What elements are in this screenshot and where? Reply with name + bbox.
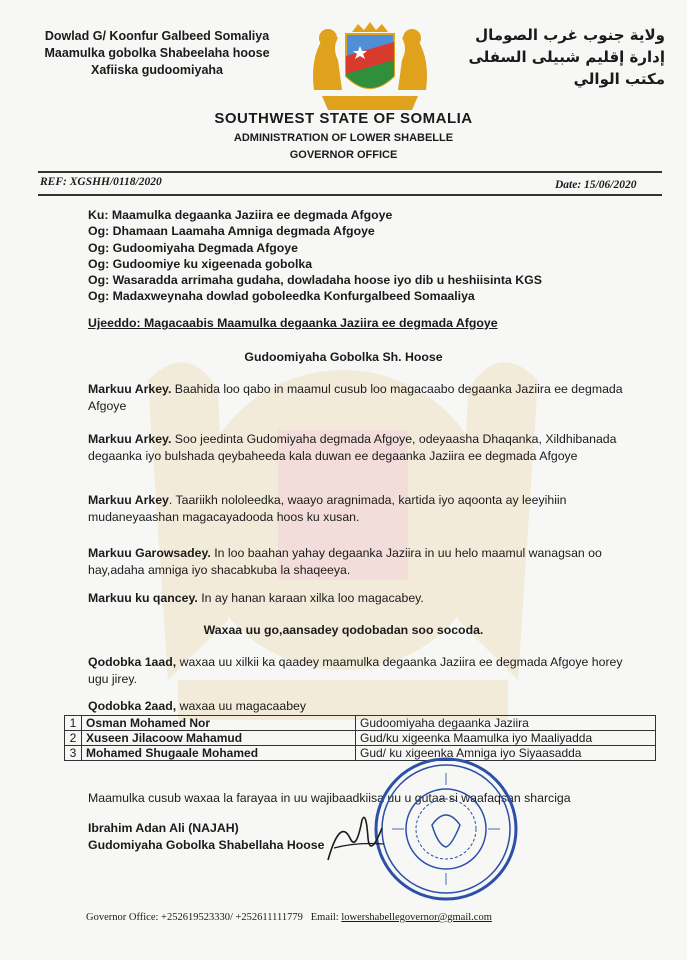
header-left-line: Xafiiska gudoomiyaha [91, 63, 223, 77]
preamble-paragraph [88, 431, 623, 464]
administration-subtitle: ADMINISTRATION OF LOWER SHABELLE [233, 132, 454, 144]
paragraph-text: . Taariikh nololeedka, waayo aragnimada, kartida iyo aqoonta ay leeyihiin mudaneyaashan magacayadooda hoos ku xusan. [88, 493, 567, 524]
issuer-heading: Gudoomiyaha Gobolka Sh. Hoose [244, 350, 443, 364]
article-lead: Qodobka 1aad, [88, 655, 177, 669]
paragraph-lead: Markuu Arkey. [88, 382, 172, 396]
addressee-list [88, 207, 542, 305]
office-subtitle: GOVERNOR OFFICE [289, 149, 398, 161]
article-two [88, 698, 623, 715]
paragraph-lead: Markuu Garowsadey. [88, 546, 211, 560]
preamble-paragraph [88, 381, 623, 414]
article-text: waxaa uu magacaabey [176, 699, 307, 713]
row-number: 2 [65, 731, 82, 746]
header-divider-top [38, 171, 662, 173]
paragraph-text: In loo baahan yahay degaanka Jaziira in uu helo maamul wanagsan oo hay,adaha amniga iyo shacabkuba la shaqeeya. [88, 546, 602, 577]
paragraph-text: In ay hanan karaan xilka loo magacabey. [197, 591, 424, 605]
row-number: 1 [65, 716, 82, 731]
paragraph-text: Baahida loo qabo in maamul cusub loo magacaabo degaanka Jaziira ee degmada Afgoye [88, 382, 623, 413]
state-title: SOUTHWEST STATE OF SOMALIA [214, 110, 473, 127]
header-right-line: مكتب الوالي [573, 70, 665, 88]
handwritten-signature [320, 808, 390, 868]
governor-office-stamp [372, 755, 520, 903]
header-right-line: ولاية جنوب غرب الصومال [475, 26, 665, 44]
header-right-line: إدارة إقليم شبيلى السفلى [468, 48, 665, 66]
preamble-paragraph [88, 545, 623, 578]
closing-instruction: Maamulka cusub waxaa la farayaa in uu wajibaadkiisa uu u gutaa si waafaqsan sharciga [88, 791, 571, 805]
state-emblem-logo [308, 20, 432, 114]
paragraph-lead: Markuu Arkey [88, 493, 169, 507]
preamble-paragraph [88, 492, 623, 525]
appointee-role: Gud/ ku xigeenka Amniga iyo Siyaasadda [356, 746, 656, 761]
addressee-line: Og: Gudoomiyaha Degmada Afgoye [88, 240, 298, 255]
header-right-arabic-block [435, 24, 665, 90]
article-text: waxaa uu xilkii ka qaadey maamulka degaanka Jaziira ee degmada Afgoye horey ugu jirey. [88, 655, 623, 686]
appointee-role: Gud/ku xigeenka Maamulka iyo Maaliyadda [356, 731, 656, 746]
email-link[interactable]: lowershabellegovernor@gmail.com [341, 912, 492, 923]
table-row [65, 716, 656, 731]
appointee-name: Xuseen Jilacoow Mahamud [82, 731, 356, 746]
article-lead: Qodobka 2aad, [88, 699, 177, 713]
signatory-title: Gudomiyaha Gobolka Shabellaha Hoose [88, 837, 325, 852]
email-label: Email: [310, 912, 339, 923]
contact-footer [86, 912, 492, 923]
addressee-line: Og: Gudoomiye ku xigeenada gobolka [88, 256, 313, 271]
addressee-line: Og: Madaxweynaha dowlad goboleedka Konfurgalbeed Somaaliya [88, 289, 475, 304]
addressee-line: Og: Wasaradda arrimaha gudaha, dowladaha hoose iyo dib u heshiisinta KGS [88, 273, 542, 288]
office-phone-numbers: Governor Office: +252619523330/ +252611111779 [86, 912, 303, 923]
paragraph-lead: Markuu Arkey. [88, 432, 172, 446]
appointee-name: Mohamed Shugaale Mohamed [82, 746, 356, 761]
row-number: 3 [65, 746, 82, 761]
preamble-paragraph [88, 590, 623, 607]
header-left-line: Dowlad G/ Koonfur Galbeed Somaliya [44, 29, 270, 43]
header-left-block [12, 28, 302, 79]
table-row [65, 746, 656, 761]
appointees-table [64, 715, 656, 761]
letter-date: Date: 15/06/2020 [555, 179, 637, 191]
paragraph-lead: Markuu ku qancey. [88, 591, 198, 605]
addressee-line: Ku: Maamulka degaanka Jaziira ee degmada Afgoye [88, 208, 393, 222]
header-divider-bottom [38, 194, 662, 196]
decision-heading: Waxaa uu go,aansadey qodobadan soo socoda. [203, 623, 484, 637]
header-left-line: Maamulka gobolka Shabeelaha hoose [44, 46, 270, 60]
reference-number: REF: XGSHH/0118/2020 [40, 176, 162, 188]
appointee-name: Osman Mohamed Nor [82, 716, 356, 731]
signatory-name: Ibrahim Adan Ali (NAJAH) [88, 821, 239, 835]
table-row [65, 731, 656, 746]
signatory-block [88, 820, 324, 853]
article-one [88, 654, 623, 687]
appointee-role: Gudoomiyaha degaanka Jaziira [356, 716, 656, 731]
addressee-line: Og: Dhamaan Laamaha Amniga degmada Afgoye [88, 224, 375, 239]
paragraph-text: Soo jeedinta Gudomiyaha degmada Afgoye, odeyaasha Dhaqanka, Xildhibanada degaanka iyo bulshada qeybaheeda kala duwan ee degaanka Jaziira ee degmada Afgoye [88, 432, 617, 463]
subject-line: Ujeeddo: Magacaabis Maamulka degaanka Jaziira ee degmada Afgoye [88, 316, 498, 330]
